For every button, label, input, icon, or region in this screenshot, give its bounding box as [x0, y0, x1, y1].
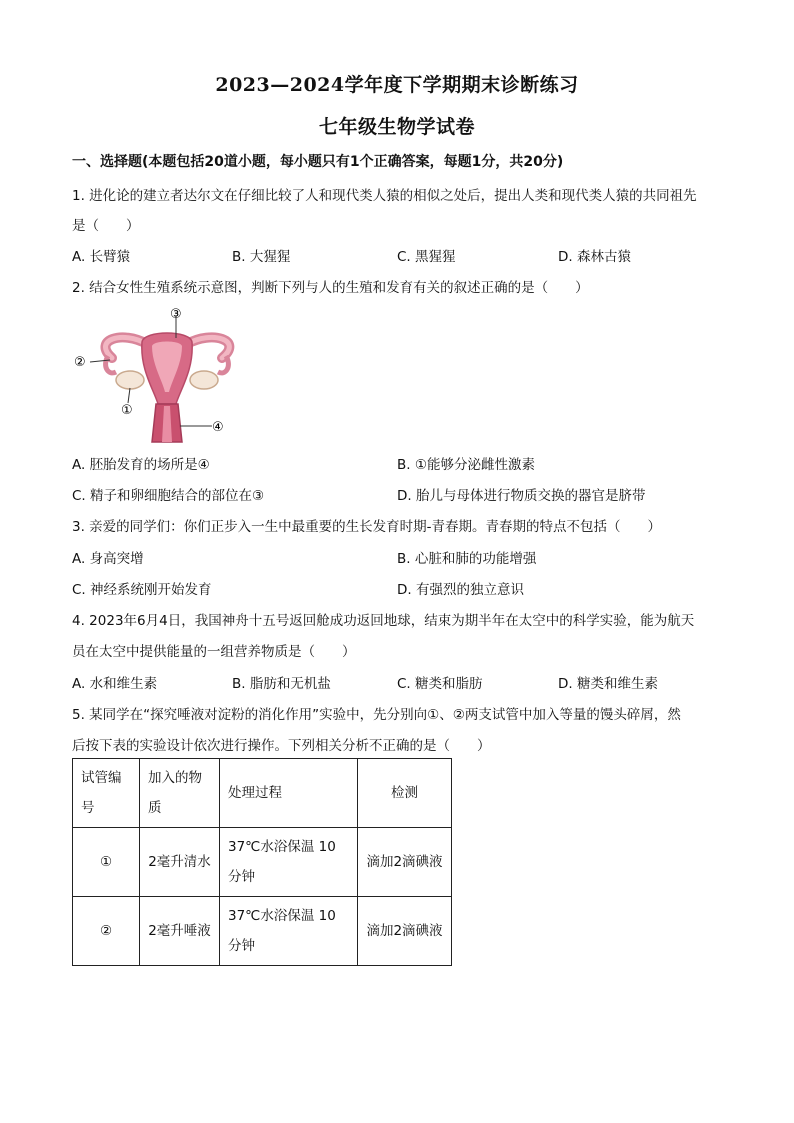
q3-option-c: C. 神经系统刚开始发育	[72, 582, 212, 598]
section-heading: 一、选择题(本题包括20道小题，每小题只有1个正确答案，每题1分，共20分)	[72, 154, 564, 170]
q4-stem-line2: 员在太空中提供能量的一组营养物质是（ ）	[72, 644, 356, 660]
uterus-illustration	[72, 300, 262, 450]
q4-option-c: C. 糖类和脂肪	[397, 676, 483, 692]
q2-stem: 2. 结合女性生殖系统示意图，判断下列与人的生殖和发育有关的叙述正确的是（ ）	[72, 280, 589, 296]
experiment-table	[72, 758, 452, 966]
q2-option-d: D. 胎儿与母体进行物质交换的器官是脐带	[397, 488, 646, 504]
table-cell: 滴加2滴碘液	[358, 897, 452, 966]
q4-option-a: A. 水和维生素	[72, 676, 158, 692]
table-header-cell: 检测	[358, 759, 452, 828]
table-cell: 2毫升清水	[140, 828, 220, 897]
q1-option-b: B. 大猩猩	[232, 249, 291, 265]
table-header-cell: 加入的物质	[140, 759, 220, 828]
table-cell: 37℃水浴保温 10分钟	[220, 828, 358, 897]
q3-stem: 3. 亲爱的同学们：你们正步入一生中最重要的生长发育时期-青春期。青春期的特点不包括（ ）	[72, 519, 662, 535]
table-cell: 37℃水浴保温 10分钟	[220, 897, 358, 966]
q1-option-d: D. 森林古猿	[558, 249, 631, 265]
exam-title: 2023—2024学年度下学期期末诊断练习	[215, 74, 579, 96]
diagram-label-1: ①	[121, 403, 133, 418]
table-header-cell: 试管编号	[73, 759, 140, 828]
q1-option-a: A. 长臂猿	[72, 249, 131, 265]
q2-option-b: B. ①能够分泌雌性激素	[397, 457, 535, 473]
q4-option-b: B. 脂肪和无机盐	[232, 676, 331, 692]
table-cell: ①	[73, 828, 140, 897]
table-cell: 2毫升唾液	[140, 897, 220, 966]
table-cell: 滴加2滴碘液	[358, 828, 452, 897]
exam-subtitle: 七年级生物学试卷	[318, 116, 475, 138]
q3-option-d: D. 有强烈的独立意识	[397, 582, 524, 598]
table-cell: ②	[73, 897, 140, 966]
q2-option-a: A. 胚胎发育的场所是④	[72, 457, 210, 473]
table-row	[73, 828, 452, 897]
female-reproductive-diagram	[72, 300, 262, 450]
q4-stem-line1: 4. 2023年6月4日，我国神舟十五号返回舱成功返回地球，结束为期半年在太空中的科学实验，能为航天	[72, 613, 695, 629]
table-header-cell: 处理过程	[220, 759, 358, 828]
table-row	[73, 897, 452, 966]
q3-option-a: A. 身高突增	[72, 551, 144, 567]
q2-option-c: C. 精子和卵细胞结合的部位在③	[72, 488, 265, 504]
q1-stem-line2: 是（ ）	[72, 218, 140, 234]
q3-option-b: B. 心脏和肺的功能增强	[397, 551, 537, 567]
table-header-row	[73, 759, 452, 828]
diagram-label-4: ④	[212, 420, 224, 435]
q5-stem-line1: 5. 某同学在“探究唾液对淀粉的消化作用”实验中，先分别向①、②两支试管中加入等量的馒头碎屑，然	[72, 707, 681, 723]
q1-option-c: C. 黑猩猩	[397, 249, 456, 265]
q1-stem-line1: 1. 进化论的建立者达尔文在仔细比较了人和现代类人猿的相似之处后，提出人类和现代类人猿的共同祖先	[72, 188, 697, 204]
diagram-label-3: ③	[170, 307, 182, 322]
diagram-label-2: ②	[74, 355, 86, 370]
q4-option-d: D. 糖类和维生素	[558, 676, 658, 692]
q5-stem-line2: 后按下表的实验设计依次进行操作。下列相关分析不正确的是（ ）	[72, 738, 491, 754]
